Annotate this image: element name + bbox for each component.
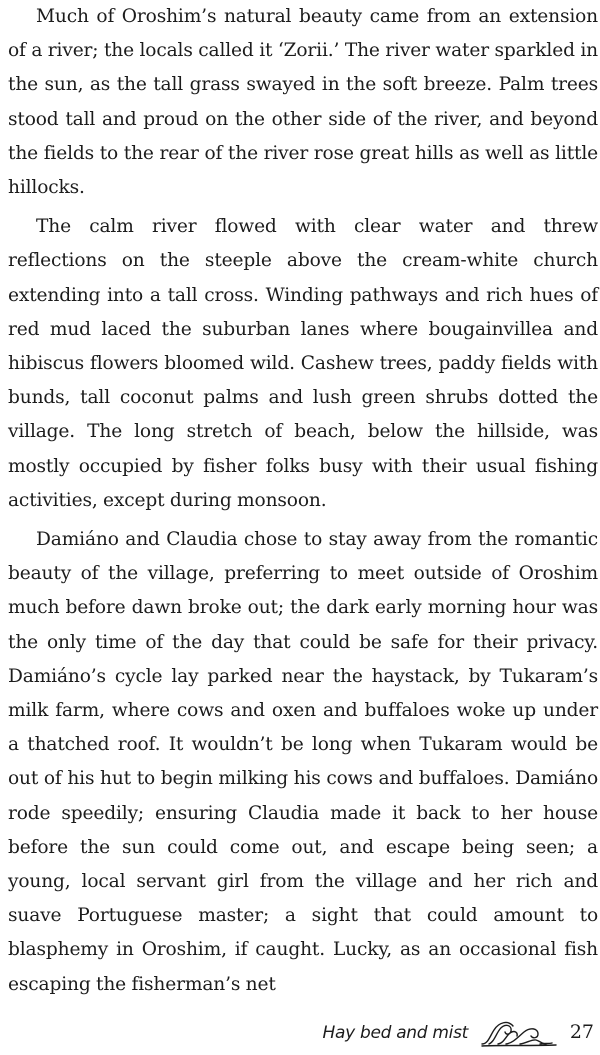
page-footer — [0, 1010, 600, 1050]
page-number: 27 — [569, 1021, 594, 1043]
body-text — [8, 0, 598, 1002]
paragraph-2: The calm river flowed with clear water and threw reflections on the steeple above the cream-white church extending into a tall cross. Winding pathways and rich hues of red mud laced the suburban lanes where bougainvillea and hibiscus flowers bloomed wild. Cashew trees, paddy fields with bunds, tall coconut palms and lush green shrubs dotted the village. The long stretch of beach, below the hillside, was mostly occupied by fisher folks busy with their usual fishing activities, except during monsoon. — [8, 216, 598, 511]
running-head: Hay bed and mist — [322, 1023, 468, 1043]
wave-icon — [480, 1014, 558, 1048]
paragraph-3: Damiáno and Claudia chose to stay away from the romantic beauty of the village, preferring to meet outside of Oroshim much before dawn broke out; the dark early morning hour was the only time of the day that could be safe for their privacy. Damiáno’s cycle lay parked near the haystack, by Tukaram’s milk farm, where cows and oxen and buffaloes woke up under a thatched roof. It wouldn’t be long when Tukaram would be out of his hut to begin milking his cows and buffaloes. Damiáno rode speedily; ensuring Claudia made it back to her house before the sun could come out, and escape being seen; a young, local servant girl from the village and her rich and suave Portuguese master; a sight that could amount to blasphemy in Oroshim, if caught. Lucky, as an occasional fish escaping the fisherman’s net — [8, 529, 598, 995]
paragraph-1: Much of Oroshim’s natural beauty came from an extension of a river; the locals called it ‘Zorii.’ The river water sparkled in the sun, as the tall grass swayed in the soft breeze. Palm trees stood tall and proud on the other side of the river, and beyond the fields to the rear of the river rose great hills as well as little hillocks. — [8, 6, 598, 199]
